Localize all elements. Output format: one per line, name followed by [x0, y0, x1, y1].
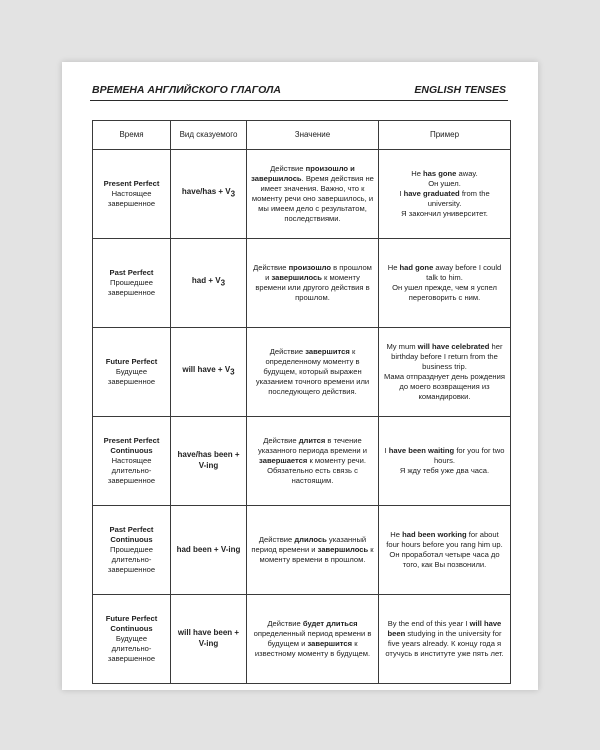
text-run: Я закончил университет.	[401, 209, 488, 219]
emphasis-text: had gone	[399, 262, 434, 272]
predicate-subscript: 3	[230, 189, 236, 199]
tense-name: Future Perfect Continuous	[105, 613, 158, 633]
tense-name-ru: Будущее длительно-завершенное	[107, 633, 156, 664]
example-cell	[379, 239, 511, 328]
meaning-cell	[247, 239, 379, 328]
tense-name-ru: Прошедшее завершенное	[107, 277, 156, 297]
text-run: He	[411, 168, 424, 178]
text-run: Действие	[253, 262, 289, 272]
text-run: . Время действия не имеет значения. Важно, что к моменту речи оно завершилось, и мы имеем дело с результатом, последствиями.	[251, 173, 374, 224]
text-run: from the university.	[427, 188, 490, 208]
column-header-meaning: Значение	[247, 121, 379, 150]
predicate-formula: have/has + V	[181, 187, 231, 197]
text-run: определенный период времени в будущем и	[253, 628, 372, 648]
text-run: Действие	[267, 618, 303, 628]
tense-cell	[93, 506, 171, 595]
text-run: away.	[456, 168, 478, 178]
tense-name-ru: Будущее завершенное	[107, 366, 156, 386]
tense-cell	[93, 150, 171, 239]
meaning-cell	[247, 328, 379, 417]
emphasis-text: завершается	[259, 455, 308, 465]
table-row	[93, 150, 511, 239]
text-run: Действие	[263, 435, 299, 445]
table-body	[93, 150, 511, 684]
text-run: Действие	[270, 163, 306, 173]
text-run: away before I could talk to him.	[426, 262, 502, 282]
meaning-cell	[247, 417, 379, 506]
predicate-formula: had + V	[191, 276, 221, 286]
text-run: By the end of this year I	[387, 618, 470, 628]
text-run: He	[390, 529, 403, 539]
emphasis-text: длится	[298, 435, 326, 445]
predicate-formula: will have + V	[182, 365, 231, 375]
predicate-cell	[171, 595, 247, 684]
table-row	[93, 417, 511, 506]
text-run: Действие	[258, 534, 295, 544]
predicate-subscript: 3	[230, 367, 235, 377]
tense-name: Past Perfect	[109, 267, 154, 277]
text-run: Действие	[269, 346, 306, 356]
table-row	[93, 595, 511, 684]
text-run: My mum	[386, 341, 418, 351]
text-run: for you for two hours.	[433, 445, 505, 465]
column-header-tense: Время	[93, 121, 171, 150]
tense-name-ru: Настоящее длительно-завершенное	[107, 455, 156, 486]
emphasis-text: произошло	[288, 262, 332, 272]
example-cell	[379, 595, 511, 684]
predicate-cell	[171, 150, 247, 239]
emphasis-text: have been waiting	[388, 445, 455, 455]
example-cell	[379, 506, 511, 595]
tenses-sheet	[62, 62, 538, 690]
example-cell	[379, 328, 511, 417]
text-run: в прошлом и	[265, 262, 372, 282]
example-cell	[379, 417, 511, 506]
predicate-formula: have/has been + V-ing	[177, 450, 240, 470]
tense-name: Present Perfect Continuous	[103, 435, 160, 455]
tense-name-ru: Прошедшее длительно-завершенное	[107, 544, 156, 575]
sheet-header	[90, 82, 508, 101]
text-run: к определенному моменту в будущем, который выражен указанием точного времени или последующего действия.	[255, 346, 370, 397]
predicate-formula: will have been + V-ing	[177, 628, 240, 648]
tense-name: Future Perfect	[105, 356, 158, 366]
title-english: ENGLISH TENSES	[414, 84, 506, 96]
tenses-table	[92, 120, 511, 684]
emphasis-text: had been working	[402, 529, 467, 539]
emphasis-text: have graduated	[403, 188, 460, 198]
table-header-row	[93, 121, 511, 150]
text-run: Он ушел.	[428, 178, 461, 188]
text-run: указанный период времени и	[251, 534, 367, 554]
emphasis-text: will have been	[387, 618, 502, 638]
title-russian: ВРЕМЕНА АНГЛИЙСКОГО ГЛАГОЛА	[92, 84, 281, 96]
emphasis-text: длилось	[294, 534, 327, 544]
text-run: He	[387, 262, 400, 272]
emphasis-text: has gone	[423, 168, 457, 178]
text-run: I	[384, 445, 389, 455]
predicate-cell	[171, 417, 247, 506]
text-run: Я жду тебя уже два часа.	[399, 466, 490, 475]
tense-cell	[93, 239, 171, 328]
text-run: к моменту времени или другого действия в прошлом.	[255, 272, 370, 303]
text-run: for about four hours before you rang him up.	[386, 529, 503, 549]
emphasis-text: завершилось	[317, 544, 369, 554]
column-header-predicate: Вид сказуемого	[171, 121, 247, 150]
text-run: Он проработал четыре часа до того, как Вы позвонили.	[389, 550, 500, 570]
table-row	[93, 506, 511, 595]
meaning-cell	[247, 506, 379, 595]
table-row	[93, 239, 511, 328]
text-run: studying in the university for five years already. К концу года я отучусь в институте уже пять лет.	[385, 628, 504, 659]
emphasis-text: будет длиться	[302, 618, 358, 628]
emphasis-text: завершится	[307, 639, 353, 648]
emphasis-text: произошло и завершилось	[251, 163, 355, 183]
predicate-cell	[171, 328, 247, 417]
meaning-cell	[247, 595, 379, 684]
meaning-cell	[247, 150, 379, 239]
tense-name: Past Perfect Continuous	[109, 524, 154, 544]
tense-name: Present Perfect	[103, 178, 160, 188]
text-run: в течение указанного периода времени и	[257, 435, 367, 455]
text-run: к известному моменту в будущем.	[254, 639, 371, 659]
tense-name-ru: Настоящее завершенное	[107, 188, 156, 208]
predicate-cell	[171, 506, 247, 595]
table-row	[93, 328, 511, 417]
emphasis-text: will have celebrated	[417, 341, 490, 351]
text-run: Мама отпразднует день рождения до моего возвращения из командировки.	[384, 372, 505, 402]
text-run: к моменту речи. Обязательно есть связь с настоящим.	[267, 455, 366, 486]
emphasis-text: завершится	[305, 346, 350, 356]
column-header-example: Пример	[379, 121, 511, 150]
text-run: her birthday before I return from the business trip.	[391, 341, 503, 371]
emphasis-text: завершилось	[271, 272, 322, 282]
text-run: I	[399, 188, 404, 198]
predicate-cell	[171, 239, 247, 328]
tense-cell	[93, 417, 171, 506]
example-cell	[379, 150, 511, 239]
text-run: к моменту времени в прошлом.	[259, 544, 374, 564]
tense-cell	[93, 595, 171, 684]
predicate-formula: had been + V-ing	[176, 544, 241, 554]
text-run: Он ушел прежде, чем я успел переговорить с ним.	[392, 283, 497, 303]
tense-cell	[93, 328, 171, 417]
predicate-subscript: 3	[220, 278, 226, 288]
